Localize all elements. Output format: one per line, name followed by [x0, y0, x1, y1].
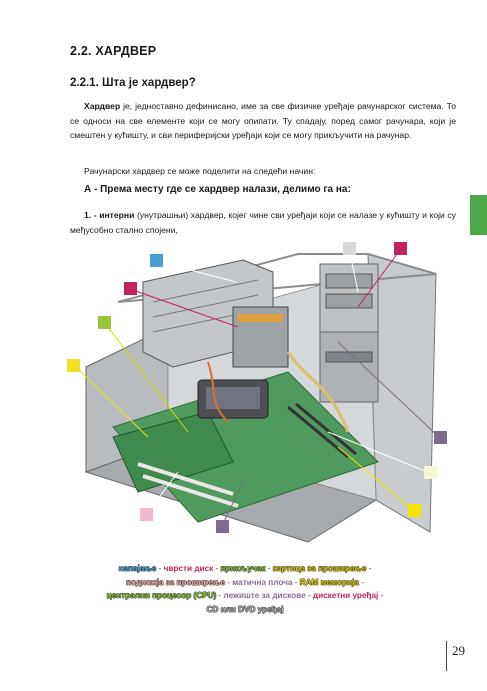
legend-separator: -	[305, 591, 313, 600]
legend-item: напајање	[118, 564, 157, 573]
legend-separator: -	[265, 564, 273, 573]
marker-ram	[408, 504, 421, 517]
marker-expansion-slot	[140, 508, 153, 521]
subsection-title: 2.2.1. Шта је хардвер?	[70, 77, 196, 89]
section-title: 2.2. ХАРДВЕР	[70, 44, 157, 58]
internal-hardware-text: (унутрашњи) хардвер, којег чине сви уређаји који се налазе у кућишту и који су међусобно стално спојени,	[70, 210, 456, 235]
page-number-rule	[446, 641, 447, 671]
marker-hard-disk	[124, 282, 137, 295]
legend-separator: -	[213, 564, 221, 573]
marker-cpu	[424, 466, 437, 479]
marker-power-supply	[150, 254, 163, 267]
legend-separator: -	[358, 577, 364, 587]
marker-motherboard	[216, 520, 229, 533]
marker-floppy	[394, 242, 407, 255]
legend-separator: -	[156, 564, 164, 573]
drive-bay-slot-2	[326, 294, 372, 308]
legend-separator: -	[292, 577, 300, 587]
drive-bay-lower	[320, 332, 378, 402]
legend-item: лежиште за дискове	[223, 591, 306, 600]
figure-legend	[60, 562, 430, 616]
page-number: 29	[452, 643, 465, 658]
chapter-tab-marker	[470, 195, 487, 235]
legend-separator: -	[224, 577, 233, 587]
marker-drive-bay	[434, 431, 447, 444]
legend-item: картица за проширење	[272, 564, 367, 573]
legend-item: дискетни уређај	[312, 591, 379, 600]
floppy-slot	[326, 352, 372, 362]
term-hardware: Хардвер	[84, 101, 121, 111]
computer-case-illustration	[58, 232, 448, 552]
legend-separator: -	[366, 564, 372, 573]
definition-paragraph	[70, 99, 456, 143]
marker-cd-dvd	[343, 242, 356, 255]
legend-item: подножја за проширење	[126, 577, 225, 587]
legend-separator: -	[378, 591, 384, 600]
legend-separator: -	[216, 591, 224, 600]
definition-text: је, једноставно дефинисано, име за све физичке уређаје рачунарског система. То се односи на све елементе који се могу опипати. Ту спадају, поред самог рачунара, који је смештен у кућишту, и сви периферијски уређаји који се могу прикључити на рачунар.	[70, 101, 456, 141]
legend-item: централни процесор (CPU)	[106, 591, 217, 600]
marker-expansion-card	[67, 359, 80, 372]
term-internal: 1. - интерни	[84, 210, 135, 220]
marker-connector	[98, 316, 111, 329]
division-intro-paragraph: Рачунарски хардвер се може поделити на следећи начин:	[84, 166, 316, 176]
legend-item: прикључак	[220, 564, 266, 573]
subheading-a: А - Према месту где се хардвер налази, делимо га на:	[84, 184, 351, 195]
drive-bay-slot-1	[326, 274, 372, 288]
legend-item: RAM меморија	[299, 577, 359, 587]
legend-item: матична плоча	[232, 577, 293, 587]
legend-item: CD или DVD уређај	[206, 604, 284, 614]
legend-item: чврсти диск	[163, 564, 214, 573]
